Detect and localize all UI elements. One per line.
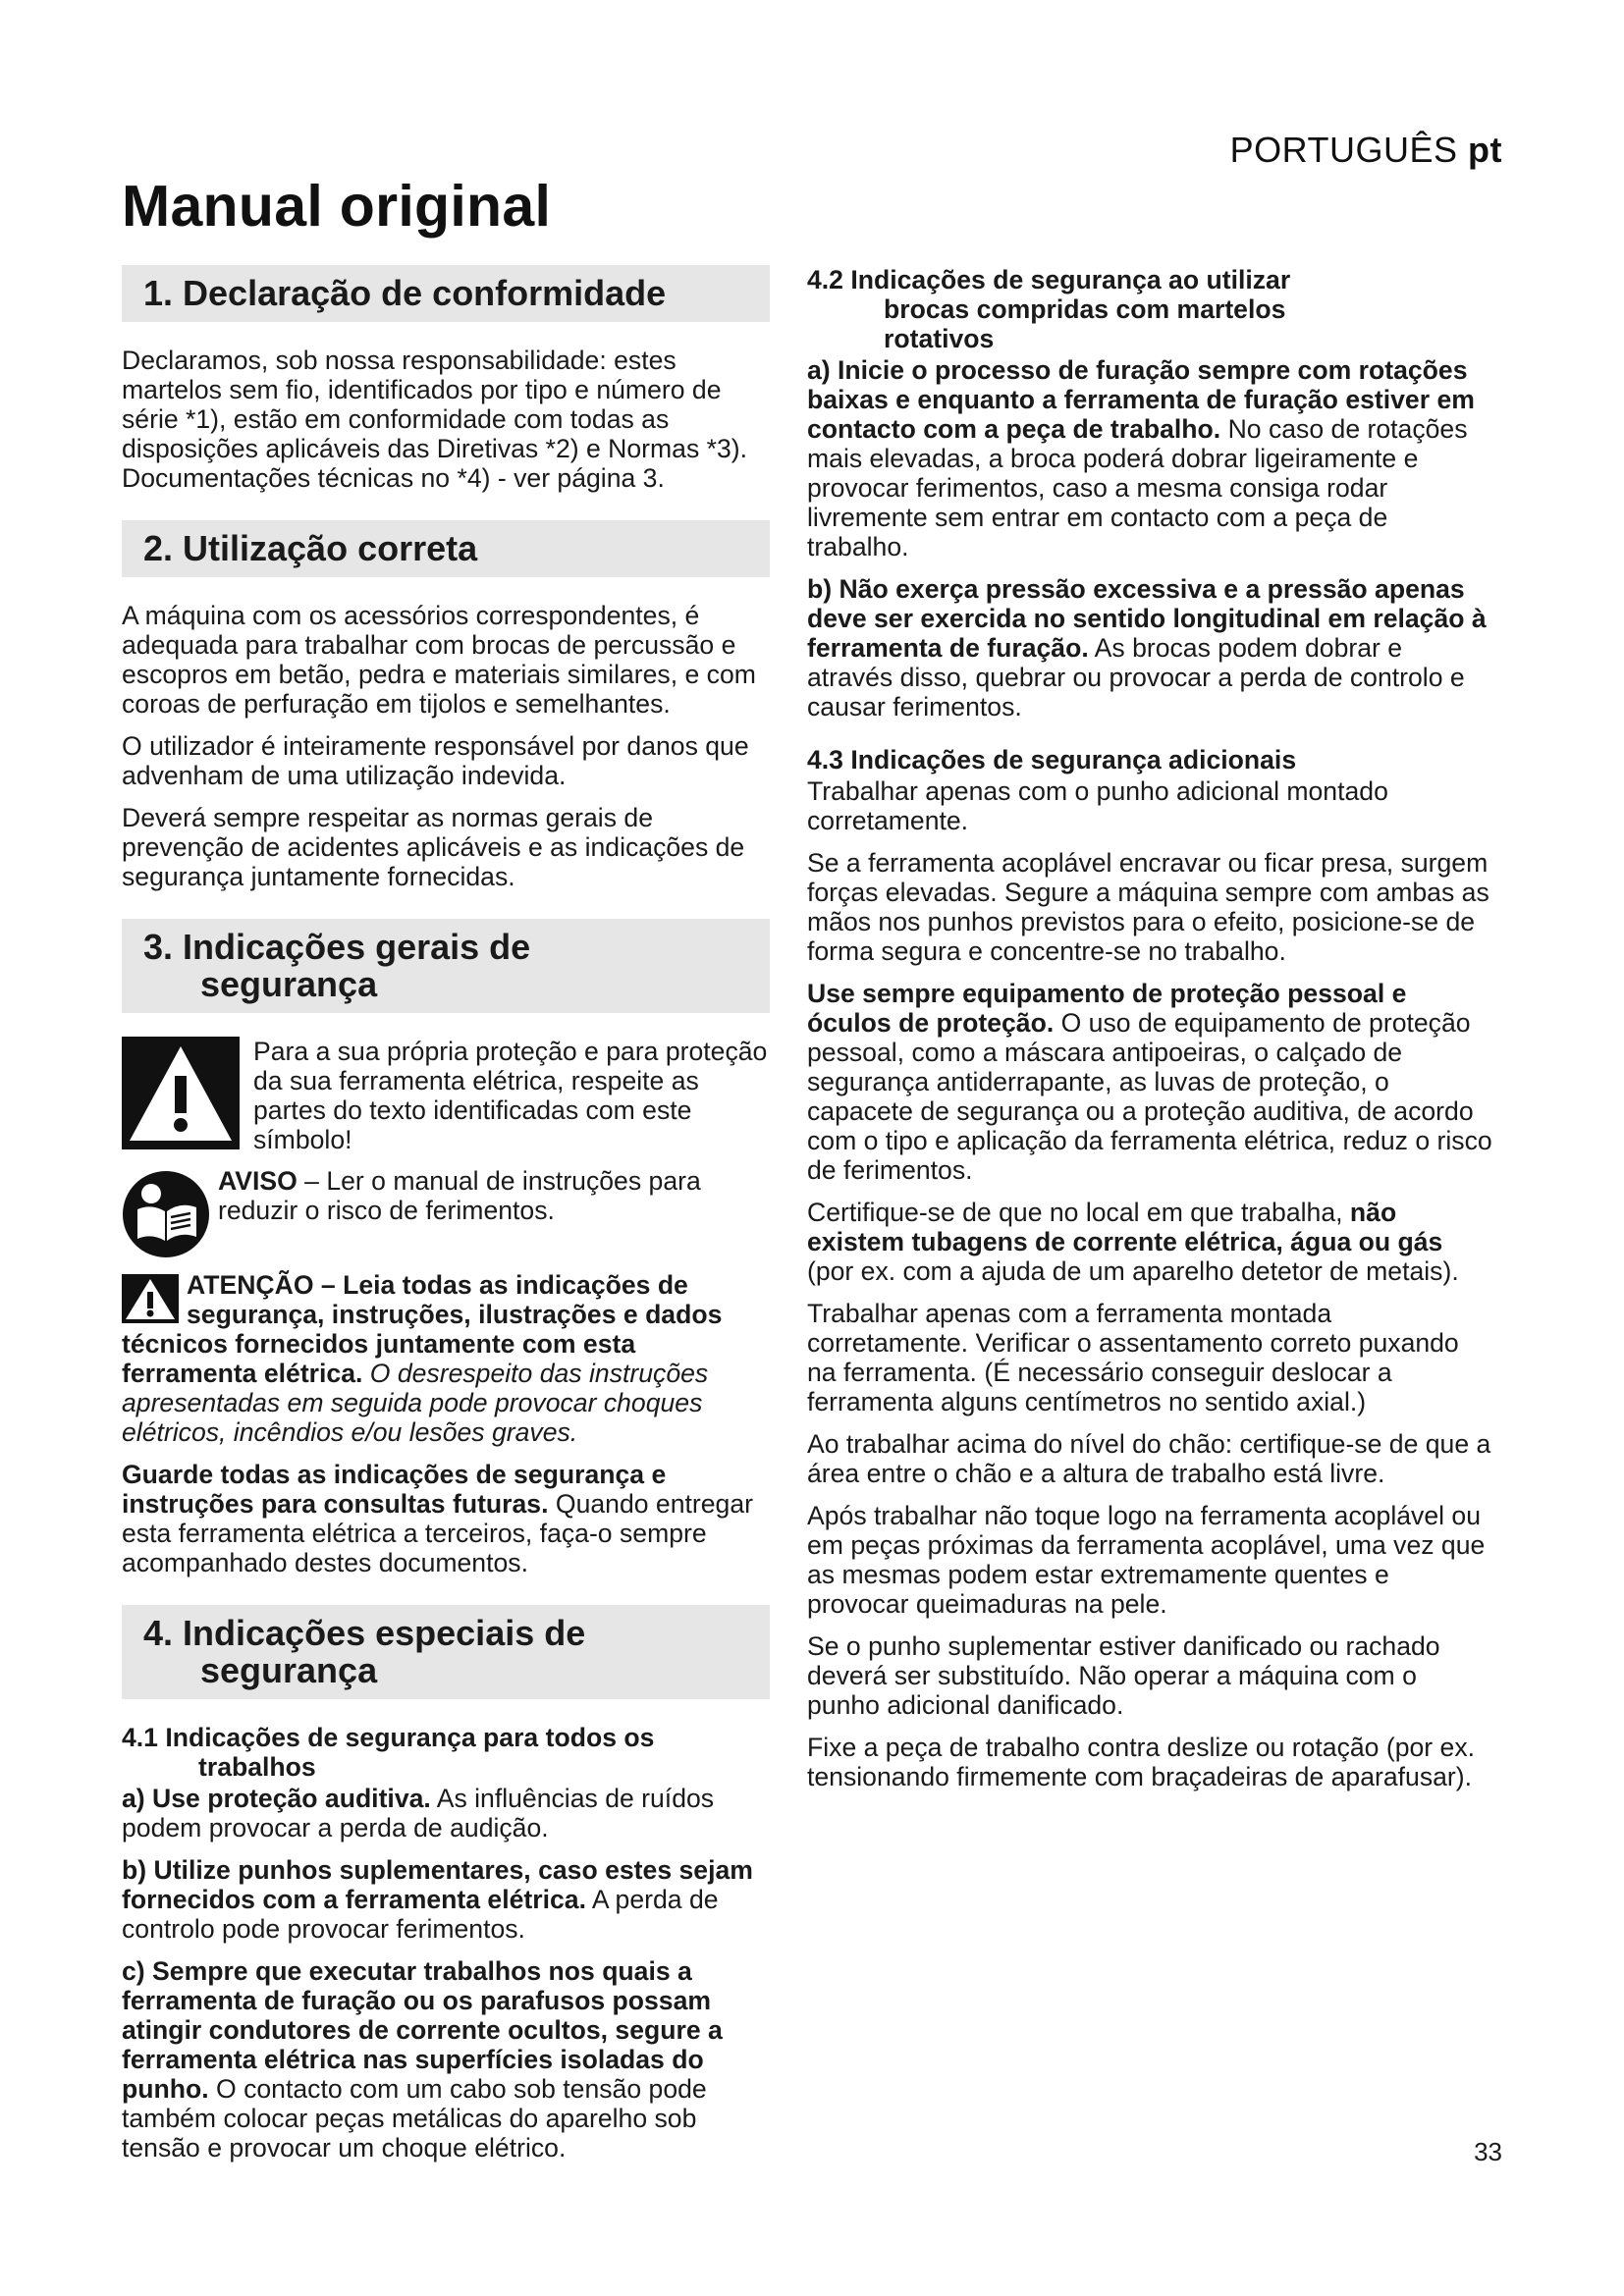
section-2-heading: 2. Utilização correta: [122, 520, 770, 577]
subsection-4-2-heading: 4.2 Indicações de segurança ao utilizar brocas compridas com martelos rotativos: [807, 265, 1291, 353]
guarde-note: Guarde todas as indicações de segurança e instruções para consultas futuras. Quando entregar esta ferramenta elétrica a terceiros, faça-o sempre acompanhado destes documentos.: [122, 1460, 753, 1577]
section-1-body: Declaramos, sob nossa responsabilidade: estes martelos sem fio, identificados por tipo e número de série *1), estão em conformidade com todas as disposições aplicáveis das Diretivas *2) e Normas *3). Documentações técnicas no *4) - ver página 3.: [122, 346, 748, 493]
additional-paragraph: Trabalhar apenas com o punho adicional montado corretamente.: [807, 776, 1388, 835]
rule-c: c) Sempre que executar trabalhos nos quais a ferramenta de furação ou os parafusos possam atingir condutores de corrente ocultos, segure a ferramenta elétrica nas superfícies isoladas do punho. O contacto com um cabo sob tensão pode também colocar peças metálicas do aparelho sob tensão e provocar um choque elétrico.: [122, 1956, 723, 2163]
additional-paragraph: Trabalhar apenas com a ferramenta montada corretamente. Verificar o assentamento correto puxando na ferramenta. (É necessário conseguir deslocar a ferramenta alguns centímetros no sentido axial.): [807, 1299, 1459, 1416]
additional-paragraph: Após trabalhar não toque logo na ferramenta acoplável ou em peças próximas da ferramenta acoplável, uma vez que as mesmas podem estar extremamente quentes e provocar queimaduras na pele.: [807, 1501, 1486, 1619]
rule-long-drill-b: b) Não exerça pressão excessiva e a pressão apenas deve ser exercida no sentido longitudinal em relação à ferramenta de furação. As brocas podem dobrar e através disso, quebrar ou provocar a perda de controlo e causar ferimentos.: [807, 574, 1487, 721]
read-manual-icon: [122, 1170, 210, 1258]
aviso-note: AVISO – Ler o manual de instruções para reduzir o risco de ferimentos.: [122, 1166, 770, 1258]
safety-symbol-note: Para a sua própria proteção e para proteção da sua ferramenta elétrica, respeite as partes do texto identificadas com este símbolo!: [122, 1037, 770, 1154]
additional-paragraph: Ao trabalhar acima do nível do chão: certifique-se de que a área entre o chão e a altura de trabalho está livre.: [807, 1429, 1491, 1488]
atencao-note: ATENÇÃO – Leia todas as indicações de segurança, instruções, ilustrações e dados técnicos fornecidos juntamente com esta ferramenta elétrica. O desrespeito das instruções apresentadas em seguida pode provocar choques elétricos, incêndios e/ou lesões graves.: [122, 1270, 723, 1447]
section-3-heading: 3. Indicações gerais de segurança: [122, 919, 770, 1013]
left-column: [122, 265, 770, 2163]
right-column: [807, 265, 1494, 1804]
section-2-paragraph: Deverá sempre respeitar as normas gerais de prevenção de acidentes aplicáveis e as indicações de segurança juntamente fornecidas.: [122, 803, 745, 891]
additional-paragraph: Fixe a peça de trabalho contra deslize ou rotação (por ex. tensionando firmemente com braçadeiras de aparafusar).: [807, 1733, 1476, 1791]
section-4-heading: 4. Indicações especiais de segurança: [122, 1605, 770, 1699]
page-title: Manual original: [122, 174, 552, 239]
subsection-4-1-heading: 4.1 Indicações de segurança para todos os trabalhos: [122, 1723, 655, 1782]
language-header: PORTUGUÊS pt: [1229, 130, 1502, 170]
additional-paragraph: Se a ferramenta acoplável encravar ou ficar presa, surgem forças elevadas. Segure a máquina sempre com ambas as mãos nos punhos previstos para o efeito, posicione-se de forma segura e concentre-se no trabalho.: [807, 848, 1489, 966]
warning-triangle-icon: [122, 1037, 240, 1149]
section-2-paragraph: A máquina com os acessórios correspondentes, é adequada para trabalhar com brocas de percussão e escopros em betão, pedra e materiais similares, e com coroas de perfuração em tijolos e semelhantes.: [122, 601, 756, 719]
section-2-paragraph: O utilizador é inteiramente responsável por danos que advenham de uma utilização indevida.: [122, 731, 749, 790]
section-1-heading: 1. Declaração de conformidade: [122, 265, 770, 322]
additional-paragraph: Use sempre equipamento de proteção pessoal e óculos de proteção. O uso de equipamento de proteção pessoal, como a máscara antipoeiras, o calçado de segurança antiderrapante, as luvas de proteção, o capacete de segurança ou a proteção auditiva, de acordo com o tipo e aplicação da ferramenta elétrica, reduz o risco de ferimentos.: [807, 979, 1492, 1185]
warning-triangle-icon: [122, 1274, 179, 1323]
page-number: 33: [1474, 2137, 1502, 2166]
rule-b: b) Utilize punhos suplementares, caso estes sejam fornecidos com a ferramenta elétrica. A perda de controlo pode provocar ferimentos.: [122, 1855, 753, 1944]
rule-long-drill-a: a) Inicie o processo de furação sempre com rotações baixas e enquanto a ferramenta de furação estiver em contacto com a peça de trabalho. No caso de rotações mais elevadas, a broca poderá dobrar ligeiramente e provocar ferimentos, caso a mesma consiga rodar livremente sem entrar em contacto com a peça de trabalho.: [807, 355, 1475, 561]
subsection-4-3-heading: 4.3 Indicações de segurança adicionais: [807, 745, 1297, 774]
rule-a: a) Use proteção auditiva. As influências de ruídos podem provocar a perda de audição.: [122, 1784, 715, 1842]
additional-paragraph: Certifique-se de que no local em que trabalha, não existem tubagens de corrente elétrica, água ou gás (por ex. com a ajuda de um aparelho detetor de metais).: [807, 1198, 1459, 1286]
additional-paragraph: Se o punho suplementar estiver danificado ou rachado deverá ser substituído. Não operar a máquina com o punho adicional danificado.: [807, 1631, 1440, 1720]
